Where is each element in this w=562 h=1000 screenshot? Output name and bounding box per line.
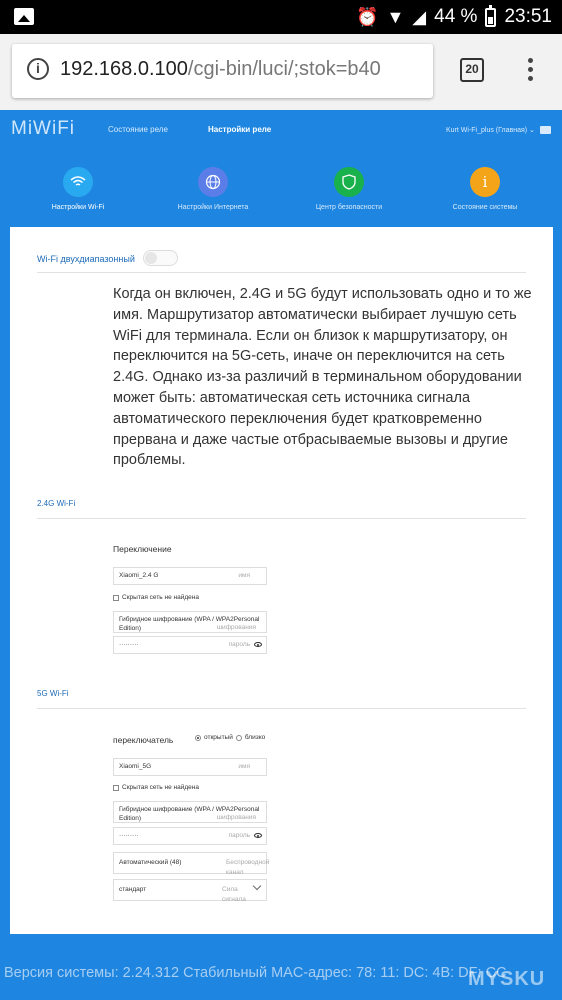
radio-close-label: близко	[244, 734, 266, 741]
checkbox-label: Скрытая сеть не найдена	[122, 784, 199, 791]
encryption-placeholder: шифрования	[216, 814, 256, 821]
info-icon[interactable]: i	[27, 58, 49, 80]
password-placeholder: пароль	[228, 832, 250, 839]
section-title-24g: 2.4G Wi-Fi	[37, 499, 76, 508]
ssid-value: Xiaomi_2.4 G	[119, 572, 159, 579]
url-host: 192.168.0.100	[60, 58, 188, 80]
checkbox[interactable]	[113, 595, 119, 601]
ssid-input-5g[interactable]	[113, 758, 267, 776]
switch-label-5g: переключатель	[113, 735, 174, 745]
overflow-menu-icon[interactable]	[526, 58, 534, 81]
checkbox[interactable]	[113, 785, 119, 791]
feature-label: Состояние системы	[452, 204, 518, 211]
section-title-5g: 5G Wi-Fi	[37, 689, 69, 698]
globe-icon	[198, 167, 228, 197]
feature-internet-settings[interactable]	[163, 167, 263, 211]
info-icon: i	[470, 167, 500, 197]
password-value: ·········	[119, 641, 139, 648]
feature-wifi-settings[interactable]	[28, 167, 128, 211]
nav-relay-status[interactable]: Состояние реле	[108, 125, 168, 134]
system-footer: Версия системы: 2.24.312 Стабильный MAC-адрес: 78: 11: DC: 4B: DF: CC	[4, 965, 507, 981]
hidden-network-checkbox-24g[interactable]	[113, 594, 199, 601]
wifi-icon	[63, 167, 93, 197]
wifi-icon: ▼	[386, 7, 405, 27]
battery-percent: 44 %	[434, 6, 478, 27]
ssid-placeholder: имя	[238, 572, 250, 579]
miwifi-logo: MiWiFi	[11, 118, 76, 139]
password-input-5g[interactable]	[113, 827, 267, 845]
password-input-24g[interactable]	[113, 636, 267, 654]
clock: 23:51	[504, 6, 552, 27]
divider	[37, 708, 526, 709]
divider	[37, 518, 526, 519]
url-path: /cgi-bin/luci/;stok=b40	[187, 58, 381, 80]
wifi-settings-card	[10, 227, 553, 934]
ssid-value: Xiaomi_5G	[119, 763, 152, 770]
radio-open-label: открытый	[204, 734, 233, 741]
url-text[interactable]	[60, 58, 381, 81]
encryption-placeholder: шифрования	[216, 624, 256, 631]
image-icon	[14, 8, 34, 25]
hidden-network-checkbox-5g[interactable]	[113, 784, 199, 791]
feature-label: Настройки Интернета	[177, 204, 249, 211]
password-value: ·········	[119, 832, 139, 839]
mail-icon[interactable]	[540, 126, 551, 134]
battery-icon	[485, 8, 496, 27]
feature-system-status[interactable]	[435, 167, 535, 211]
switch-label-24g: Переключение	[113, 544, 172, 554]
router-name-dropdown[interactable]: Kurt Wi-Fi_plus (Главная) ⌄	[446, 127, 535, 134]
feature-security-center[interactable]	[299, 167, 399, 211]
ssid-placeholder: имя	[238, 763, 250, 770]
address-bar[interactable]	[12, 44, 433, 98]
radio-close[interactable]	[236, 735, 242, 741]
dual-band-description: Когда он включен, 2.4G и 5G будут использовать одно и то же имя. Маршрутизатор автоматически выбирает лучшую сеть WiFi для терминала. Если он близок к маршрутизатору, он переключится на 5G-сеть, иначе он переключится на сеть 2.4G. Однако из-за различий в терминальном оборудовании может быть: автоматическая сеть источника сигнала автоматического переключения будет кратковременно прервана и даже частые отбрасываемые вызовы и другие проблемы.	[113, 286, 532, 469]
feature-label: Настройки Wi-Fi	[51, 204, 105, 211]
eye-icon[interactable]	[254, 642, 262, 647]
signal-value: стандарт	[119, 886, 147, 893]
divider	[37, 272, 526, 273]
dual-band-toggle[interactable]	[143, 250, 178, 266]
encryption-value: Гибридное шифрование (WPA / WPA2Personal Edition)	[119, 616, 260, 632]
signal-placeholder: Сила сигнала	[222, 886, 246, 903]
channel-select-5g[interactable]	[113, 852, 270, 876]
nav-relay-settings[interactable]: Настройки реле	[208, 125, 272, 134]
watermark: MYSKU	[468, 968, 546, 990]
password-placeholder: пароль	[228, 641, 250, 648]
channel-value: Автоматический (48)	[119, 859, 182, 866]
status-bar	[0, 0, 562, 34]
ssid-input-24g[interactable]	[113, 567, 267, 585]
feature-label: Центр безопасности	[315, 204, 383, 211]
checkbox-label: Скрытая сеть не найдена	[122, 594, 199, 601]
browser-toolbar	[0, 34, 562, 110]
shield-icon	[334, 167, 364, 197]
encryption-select-5g[interactable]	[113, 801, 267, 823]
signal-strength-select-5g[interactable]	[113, 879, 267, 901]
radio-open[interactable]	[195, 735, 201, 741]
tab-switcher-button[interactable]: 20	[460, 58, 484, 82]
dual-band-label: Wi-Fi двухдиапазонный	[37, 254, 135, 264]
encryption-value: Гибридное шифрование (WPA / WPA2Personal Edition)	[119, 806, 260, 822]
alarm-icon: ⏰	[356, 7, 379, 27]
wifi5-state-radios[interactable]	[195, 734, 265, 741]
no-signal-icon: ◢	[412, 7, 427, 27]
eye-icon[interactable]	[254, 833, 262, 838]
encryption-select-24g[interactable]	[113, 611, 267, 633]
channel-placeholder: Беспроводной канал	[226, 859, 270, 876]
